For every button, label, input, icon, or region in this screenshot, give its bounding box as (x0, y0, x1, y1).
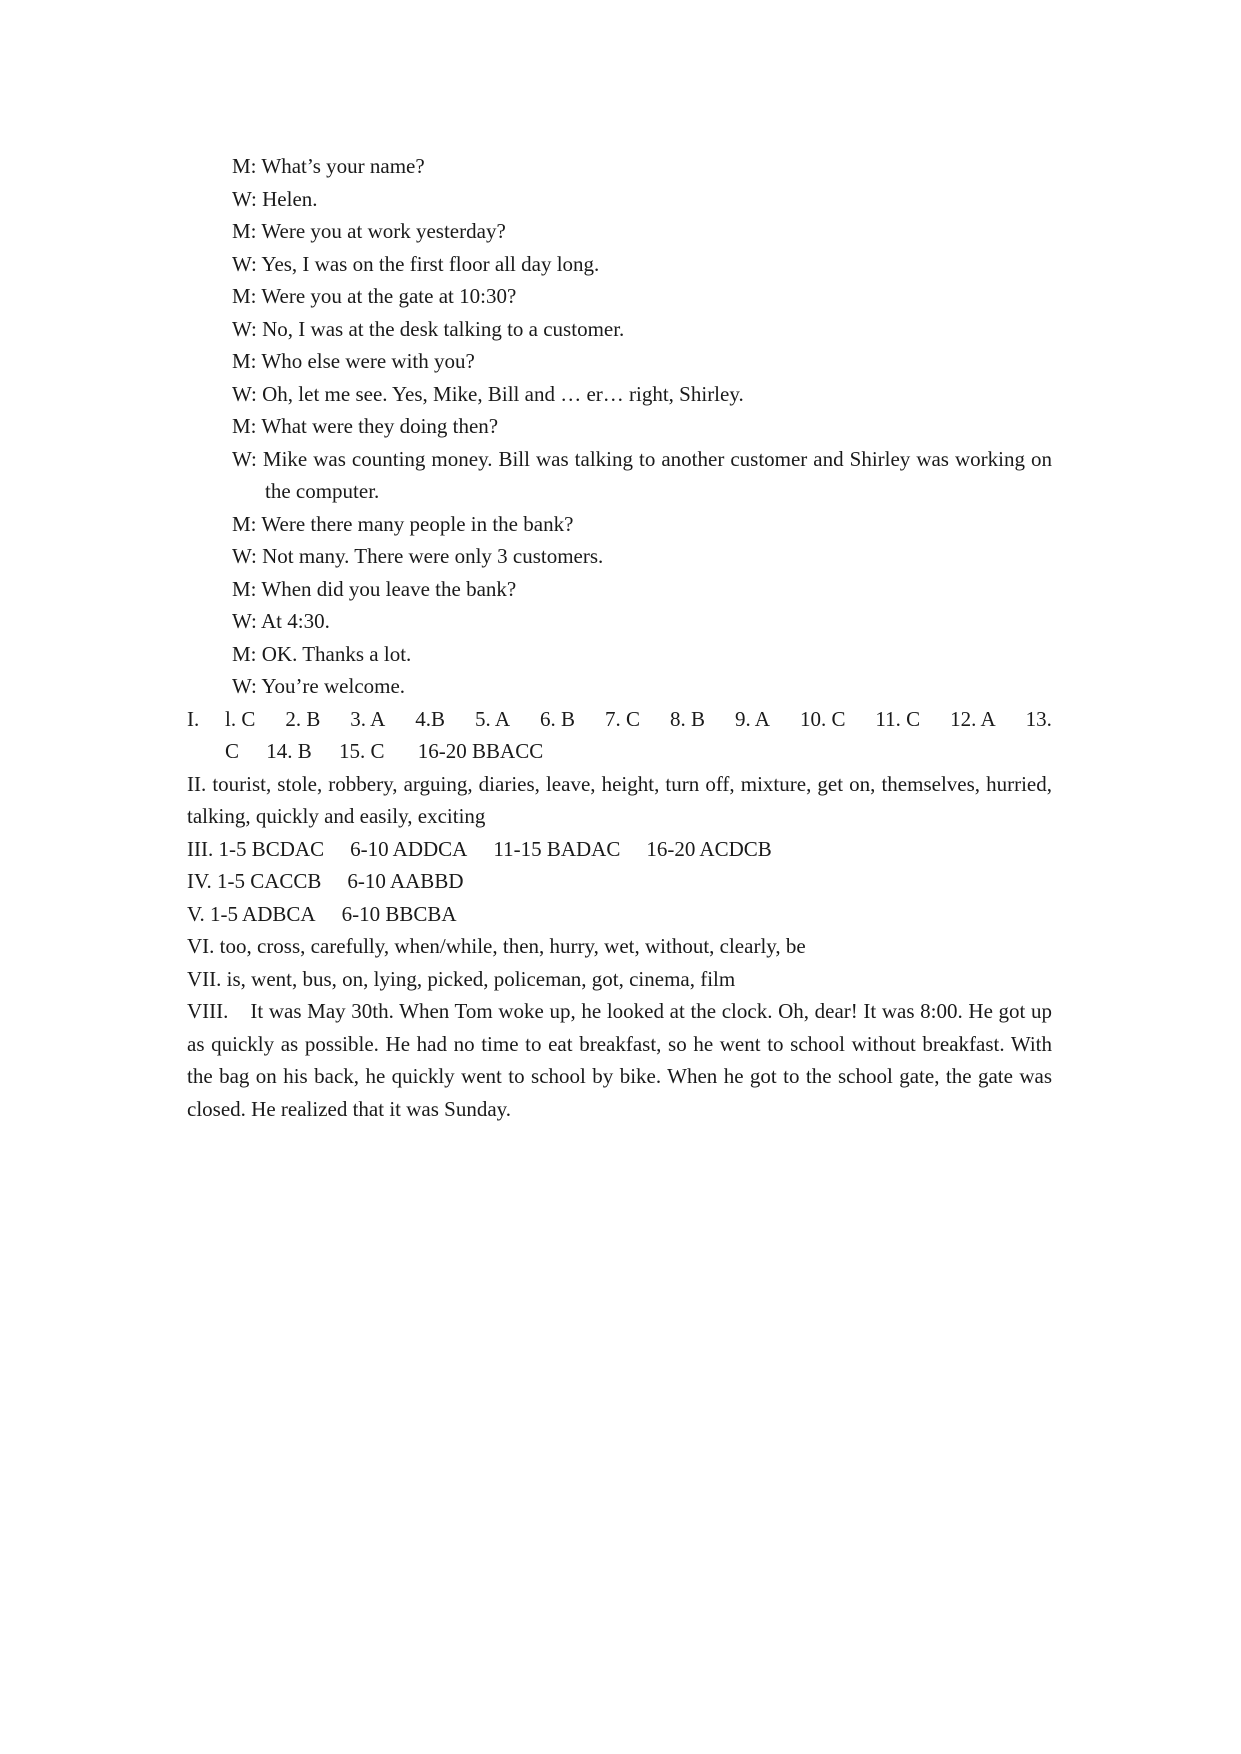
speaker-label: M: (232, 414, 257, 438)
dialogue-line (187, 638, 1052, 671)
section-ii-answers: II. tourist, stole, robbery, arguing, diaries, leave, height, turn off, mixture, get on, themselves, hurried, talking, quickly and easily, exciting (187, 771, 1052, 828)
speaker-label: W: (232, 381, 257, 406)
dialogue-line (187, 508, 1052, 541)
utterance-text: Were you at the gate at 10:30? (261, 284, 517, 308)
speaker-label: W: (232, 186, 257, 211)
section-v-answers (187, 898, 1052, 931)
speaker-label: M: (232, 154, 257, 178)
answer-item: 12. A (950, 706, 996, 731)
utterance-text: Oh, let me see. Yes, Mike, Bill and … er… right, Shirley. (262, 381, 744, 406)
answer-item: 9. A (734, 706, 770, 731)
section-i-answers (187, 703, 1052, 768)
answer-group: 1-5 CACCB (216, 869, 322, 893)
dialogue-line (187, 150, 1052, 183)
utterance-text: When did you leave the bank? (261, 576, 517, 601)
speaker-label: M: (232, 576, 257, 601)
answer-item: 11. C (875, 706, 921, 731)
answer-group: 1-5 ADBCA (209, 901, 316, 926)
answer-item: 10. C (799, 706, 846, 731)
answer-item: l. C (225, 706, 256, 731)
section-viii-answers (187, 995, 1052, 1125)
answer-group: 6-10 BBCBA (341, 901, 457, 926)
speaker-label: M: (232, 511, 257, 536)
utterance-text: Who else were with you? (261, 349, 475, 373)
speaker-label: W: (232, 446, 257, 471)
answer-item: 2. B (285, 706, 321, 731)
dialogue-line (187, 540, 1052, 573)
section-label: I. (187, 706, 200, 731)
answer-item: 3. A (350, 706, 386, 731)
dialogue-line (187, 670, 1052, 703)
dialogue-line (187, 410, 1052, 443)
dialogue-line (187, 443, 1052, 508)
utterance-text: Mike was counting money. Bill was talking to another customer and Shirley was working on the computer. (262, 446, 1052, 503)
speaker-label: M: (232, 284, 257, 308)
utterance-text: What were they doing then? (261, 414, 499, 438)
answer-group: 16-20 ACDCB (646, 836, 772, 861)
utterance-text: Were you at work yesterday? (261, 219, 506, 243)
speaker-label: W: (232, 316, 257, 341)
answer-item: 5. A (475, 706, 511, 731)
speaker-label: W: (232, 609, 257, 633)
speaker-label: W: (232, 544, 257, 568)
section-label: VIII. (187, 999, 229, 1023)
dialogue-line (187, 280, 1052, 313)
utterance-text: Helen. (262, 186, 318, 211)
dialogue-line (187, 573, 1052, 606)
dialogue-line (187, 378, 1052, 411)
section-iii-answers (187, 833, 1052, 866)
answer-row (225, 735, 1052, 768)
speaker-label: M: (232, 219, 257, 243)
section-i-items (225, 703, 1052, 768)
dialogue-line (187, 183, 1052, 216)
page-content (187, 150, 1052, 1125)
answer-group: 6-10 AABBD (347, 869, 464, 893)
speaker-label: M: (232, 641, 257, 666)
utterance-text: Not many. There were only 3 customers. (262, 544, 604, 568)
section-label: V. (187, 901, 205, 926)
utterance-text: At 4:30. (260, 609, 330, 633)
speaker-label: M: (232, 349, 257, 373)
utterance-text: No, I was at the desk talking to a customer. (262, 316, 625, 341)
utterance-text: Yes, I was on the first floor all day long. (261, 251, 600, 276)
answer-item: 7. C (604, 706, 640, 731)
answer-item: C (225, 739, 240, 763)
dialogue-line (187, 248, 1052, 281)
answer-item: 14. B (266, 739, 312, 763)
speaker-label: W: (232, 674, 257, 698)
utterance-text: Were there many people in the bank? (261, 511, 574, 536)
utterance-text: You’re welcome. (261, 674, 406, 698)
dialogue-line (187, 345, 1052, 378)
section-label: III. (187, 836, 214, 861)
section-vi-answers: VI. too, cross, carefully, when/while, then, hurry, wet, without, clearly, be (187, 934, 806, 958)
answer-item: 6. B (540, 706, 576, 731)
section-vii-answers: VII. is, went, bus, on, lying, picked, policeman, got, cinema, film (187, 966, 736, 991)
answer-item: 4.B (415, 706, 446, 731)
answer-item: 13. (1025, 706, 1052, 731)
utterance-text: OK. Thanks a lot. (261, 641, 412, 666)
dialogue-line (187, 215, 1052, 248)
dialogue-line (187, 605, 1052, 638)
speaker-label: W: (232, 251, 257, 276)
answer-group: 6-10 ADDCA (350, 836, 468, 861)
section-label: IV. (187, 869, 212, 893)
answer-item: 16-20 BBACC (417, 739, 544, 763)
answer-group: 11-15 BADAC (493, 836, 621, 861)
answer-group: 1-5 BCDAC (218, 836, 325, 861)
section-iv-answers (187, 865, 1052, 898)
composition-text: It was May 30th. When Tom woke up, he looked at the clock. Oh, dear! It was 8:00. He got up as quickly as possible. He had no time to eat breakfast, so he went to school without breakfast. With the bag on his back, he quickly went to school by bike. When he got to the school gate, the gate was closed. He realized that it was Sunday. (187, 999, 1052, 1121)
answer-item: 8. B (669, 706, 705, 731)
answer-key (187, 703, 1052, 1126)
answer-item: 15. C (339, 739, 385, 763)
utterance-text: What’s your name? (261, 154, 425, 178)
dialogue-transcript (187, 150, 1052, 703)
dialogue-line (187, 313, 1052, 346)
answer-row (225, 703, 1052, 736)
